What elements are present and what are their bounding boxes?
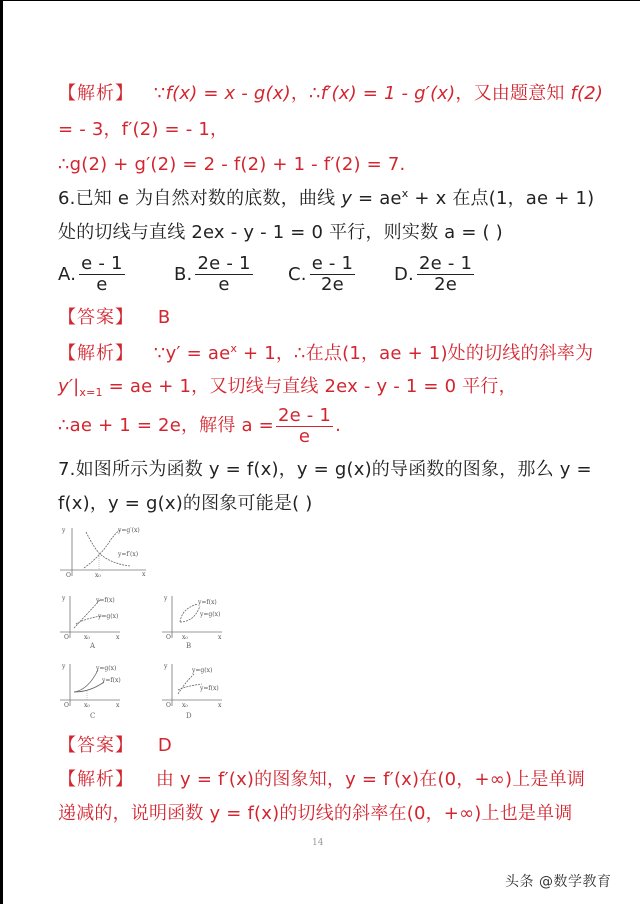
q7-figure-option-a[interactable] [58, 592, 128, 640]
fraction: $\frac{2e - 1}{e}$ [197, 253, 251, 295]
fraction: $\frac{e - 1}{2e}$ [311, 253, 354, 295]
svg-text:O: O [166, 702, 171, 708]
q7-derivative-figure [58, 526, 148, 578]
svg-text:x₀: x₀ [84, 634, 90, 640]
fraction: $\frac{2e - 1}{e}$ [277, 404, 332, 447]
svg-text:x₀: x₀ [182, 702, 188, 708]
svg-text:y=g(x): y=g(x) [192, 667, 213, 674]
watermark: 头条 @数学教育 [505, 874, 612, 890]
page-number: 14 [312, 838, 324, 848]
svg-text:O: O [166, 634, 171, 640]
svg-text:y=f′(x): y=f′(x) [118, 551, 139, 558]
prev-solution-line-1: 【解析】 ∵f(x) = x - g(x)，∴f′(x) = 1 - g′(x)，又由题意知 f(2) [58, 83, 604, 104]
q6-solution-line-3: ∴ae + 1 = 2e，解得 a = $\frac{2e - 1}{e}$ . [58, 404, 341, 447]
q7-figure-caption-c: C [90, 712, 96, 720]
svg-text:x: x [116, 702, 120, 708]
q6-stem-line-2: 处的切线与直线 2ex - y - 1 = 0 平行，则实数 a = ( ) [58, 222, 503, 243]
svg-text:y=f(x): y=f(x) [102, 677, 121, 684]
q6-stem-line-1: 6.已知 e 为自然对数的底数，曲线 $y = ae^x + x$ 在点(1，ae + 1) [58, 187, 595, 209]
page-border-top [0, 0, 640, 1]
q7-figure-caption-d: D [186, 712, 192, 720]
prev-solution-line-2: = - 3，f′(2) = - 1， [58, 119, 229, 140]
svg-text:y=g(x): y=g(x) [98, 613, 119, 620]
q7-figure-option-d[interactable] [160, 660, 230, 708]
svg-text:y=g(x): y=g(x) [200, 611, 221, 618]
q7-figure-caption-a: A [90, 642, 96, 650]
svg-text:y=f(x): y=f(x) [96, 597, 115, 604]
q6-answer: 【答案】 B [58, 307, 171, 328]
q7-figure-caption-b: B [186, 642, 192, 650]
svg-text:y=f(x): y=f(x) [198, 599, 217, 606]
svg-text:O: O [64, 634, 69, 640]
svg-text:y=g′(x): y=g′(x) [118, 527, 140, 534]
q6-option-d[interactable]: D. $\frac{2e - 1}{2e}$ [394, 253, 473, 295]
q7-solution-line-2: 递减的，说明函数 y = f(x)的切线的斜率在(0，+∞)上也是单调 [58, 803, 573, 824]
svg-text:y: y [62, 527, 66, 534]
svg-text:x: x [218, 702, 222, 708]
svg-text:y=g(x): y=g(x) [96, 665, 117, 672]
fraction: $\frac{e - 1}{e}$ [81, 253, 123, 295]
q6-solution-line-1: 【解析】 ∵y′ = $ae^x + 1$，∴在点(1，ae + 1)处的切线的斜率为 [58, 342, 594, 364]
fraction: $\frac{2e - 1}{2e}$ [418, 253, 473, 295]
svg-text:y: y [164, 663, 168, 670]
svg-text:y=f(x): y=f(x) [200, 685, 219, 692]
svg-text:x: x [218, 634, 222, 640]
q6-option-c[interactable]: C. $\frac{e - 1}{2e}$ [288, 253, 354, 295]
q6-option-a[interactable]: A. $\frac{e - 1}{e}$ [58, 253, 123, 295]
q6-option-b[interactable]: B. $\frac{2e - 1}{e}$ [174, 253, 251, 295]
q7-stem-line-2: f(x)，y = g(x)的图象可能是( ) [58, 493, 313, 514]
svg-text:y: y [164, 595, 168, 602]
svg-text:x₀: x₀ [95, 572, 101, 578]
q7-stem-line-1: 7.如图所示为函数 y = f(x)，y = g(x)的导函数的图象，那么 y = [58, 459, 592, 480]
q7-answer: 【答案】 D [58, 735, 172, 756]
svg-text:O: O [64, 702, 69, 708]
page-border-left [0, 0, 3, 904]
q7-solution-line-1: 【解析】 由 y = f′(x)的图象知，y = f′(x)在(0，+∞)上是单调 [58, 769, 586, 790]
svg-text:O: O [66, 572, 71, 578]
svg-text:x: x [142, 571, 146, 578]
svg-text:y: y [62, 663, 66, 670]
svg-text:x₀: x₀ [84, 702, 90, 708]
solution-tag: 【解析】 [58, 83, 134, 104]
svg-text:x: x [116, 634, 120, 640]
svg-text:x₀: x₀ [182, 634, 188, 640]
prev-solution-line-3: ∴g(2) + g′(2) = 2 - f(2) + 1 - f′(2) = 7. [58, 154, 406, 175]
svg-text:y: y [62, 595, 66, 602]
q7-figure-option-c[interactable] [58, 660, 128, 708]
q6-solution-line-2: $y'|_{x=1}$ = ae + 1，又切线与直线 2ex - y - 1 = 0 平行， [58, 376, 517, 399]
q7-figure-option-b[interactable] [160, 592, 230, 640]
